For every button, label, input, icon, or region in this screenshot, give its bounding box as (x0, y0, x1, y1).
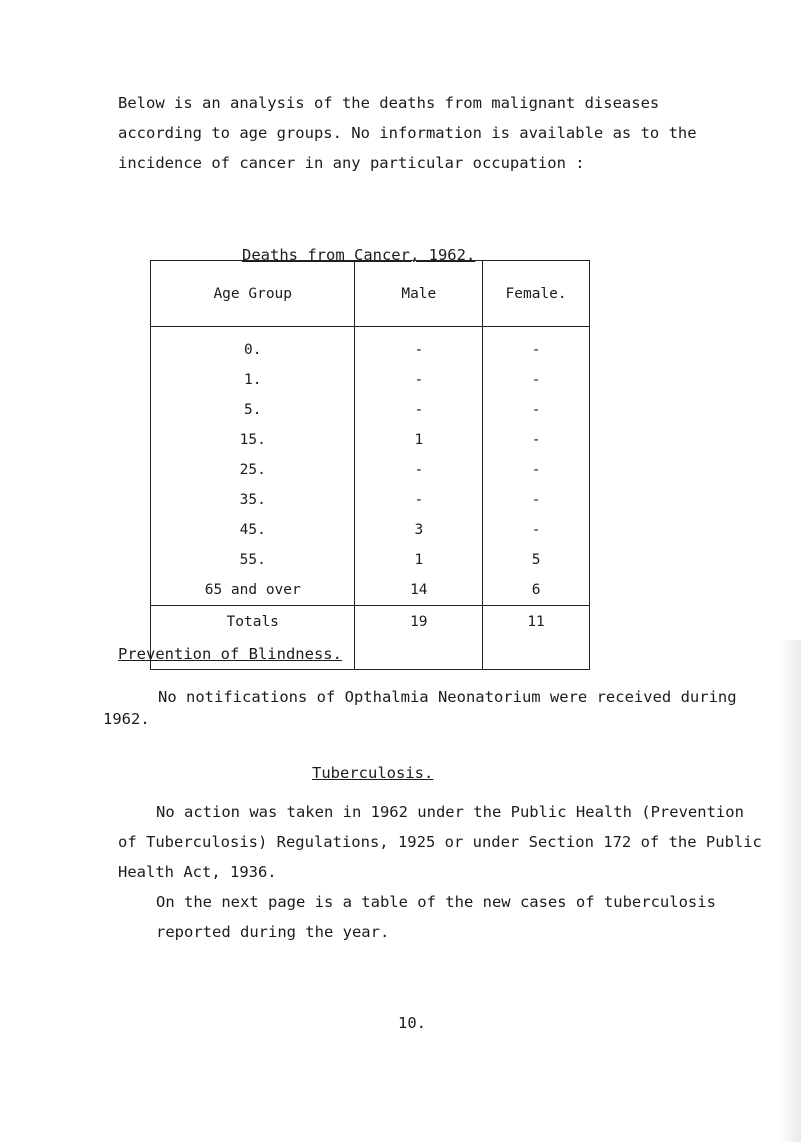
male-cell: - (355, 327, 483, 366)
intro-paragraph: Below is an analysis of the deaths from malignant diseases according to age groups. No information is available as to the incidence of cancer in any particular occupation : (118, 94, 697, 172)
age-group-cell: 1. (151, 365, 355, 395)
age-group-cell: 35. (151, 485, 355, 515)
age-group-cell: 25. (151, 455, 355, 485)
male-cell: 14 (355, 575, 483, 606)
tuberculosis-heading: Tuberculosis. (312, 764, 434, 782)
male-cell: - (355, 455, 483, 485)
female-cell: - (483, 395, 590, 425)
table-row (151, 425, 590, 455)
table-row (151, 515, 590, 545)
female-cell: - (483, 485, 590, 515)
male-cell: - (355, 485, 483, 515)
tuberculosis-paragraph: No action was taken in 1962 under the Public Health (Prevention of Tuberculosis) Regulations, 1925 or under Section 172 of the Public Health Act, 1936. (118, 803, 762, 881)
female-cell: 5 (483, 545, 590, 575)
table-header-row (151, 261, 590, 327)
age-group-cell: 0. (151, 327, 355, 366)
age-group-cell: 5. (151, 395, 355, 425)
blindness-heading: Prevention of Blindness. (118, 645, 342, 663)
male-cell: - (355, 365, 483, 395)
header-male: Male (355, 261, 483, 327)
table-row (151, 545, 590, 575)
table-row (151, 395, 590, 425)
page-number: 10. (398, 1014, 426, 1032)
female-cell: - (483, 425, 590, 455)
tuberculosis-next-page-note: On the next page is a table of the new cases of tuberculosis reported during the year. (156, 893, 716, 941)
male-cell: 1 (355, 545, 483, 575)
male-total: 19 (355, 606, 483, 670)
female-total: 11 (483, 606, 590, 670)
female-cell: - (483, 515, 590, 545)
table-row (151, 575, 590, 606)
table-row (151, 327, 590, 366)
table-row (151, 365, 590, 395)
age-group-cell: 65 and over (151, 575, 355, 606)
female-cell: - (483, 327, 590, 366)
female-cell: 6 (483, 575, 590, 606)
age-group-cell: 45. (151, 515, 355, 545)
table-title: Deaths from Cancer, 1962. (242, 246, 476, 264)
table-row (151, 485, 590, 515)
header-female: Female. (483, 261, 590, 327)
page-edge-shadow (779, 640, 801, 1142)
cancer-deaths-table (150, 260, 590, 670)
age-group-cell: 15. (151, 425, 355, 455)
header-age-group: Age Group (151, 261, 355, 327)
female-cell: - (483, 365, 590, 395)
female-cell: - (483, 455, 590, 485)
totals-label: Totals (151, 606, 355, 670)
male-cell: 3 (355, 515, 483, 545)
male-cell: - (355, 395, 483, 425)
blindness-paragraph: No notifications of Opthalmia Neonatorium were received during 1962. (103, 688, 737, 728)
age-group-cell: 55. (151, 545, 355, 575)
table-row (151, 455, 590, 485)
male-cell: 1 (355, 425, 483, 455)
